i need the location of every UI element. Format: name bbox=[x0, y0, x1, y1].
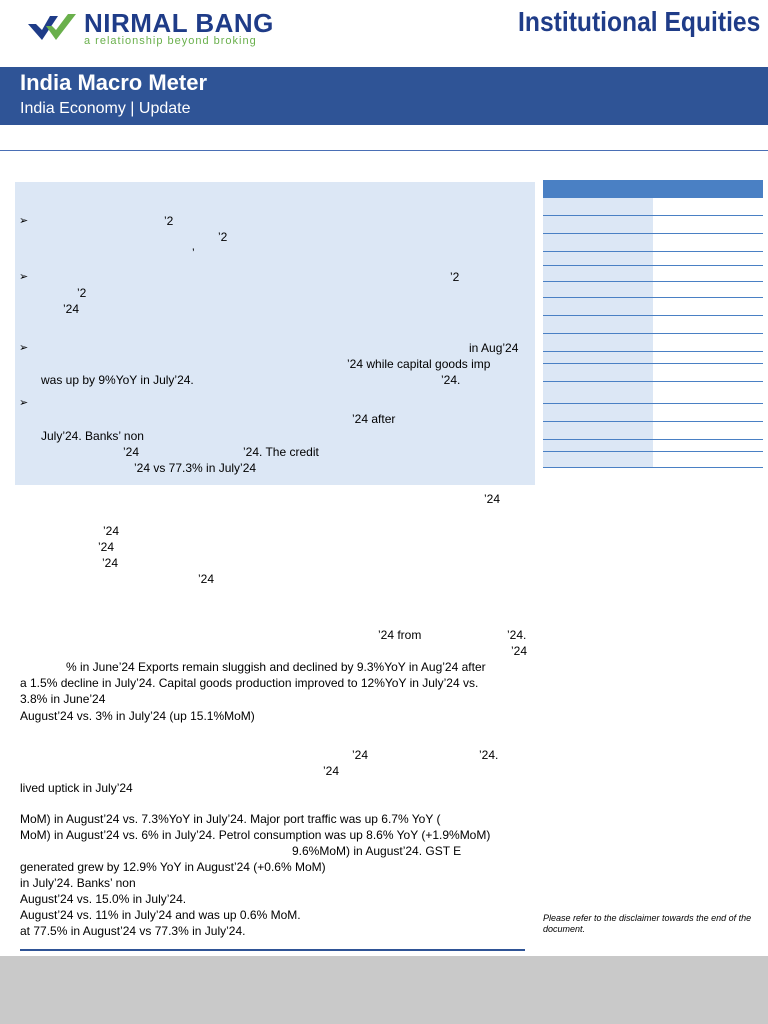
table-row-divider bbox=[543, 363, 763, 364]
table-row-divider bbox=[543, 451, 763, 452]
text-fragment: ’24 bbox=[323, 764, 340, 778]
table-row-divider bbox=[543, 297, 763, 298]
text-fragment: % in June’24 Exports remain sluggish and declined by 9.3%YoY in Aug’24 after bbox=[66, 660, 486, 674]
table-row-divider bbox=[543, 381, 763, 382]
text-fragment: 9.6%MoM) in August’24. GST E bbox=[292, 844, 462, 858]
text-fragment: was up by 9%YoY in July’24. bbox=[41, 373, 194, 387]
text-fragment: ’24 bbox=[63, 302, 80, 316]
table-row-divider bbox=[543, 351, 763, 352]
section-title: Institutional Equities bbox=[517, 6, 760, 37]
text-fragment: ’24 bbox=[98, 540, 115, 554]
text-fragment: ’24. bbox=[479, 748, 499, 762]
table-row-divider bbox=[543, 265, 763, 266]
text-fragment: July’24. Banks’ non bbox=[41, 429, 144, 443]
text-fragment: ’24 vs 77.3% in July’24 bbox=[134, 461, 257, 475]
bullet-marker: ➢ bbox=[19, 271, 29, 283]
text-fragment: lived uptick in July’24 bbox=[20, 781, 133, 795]
disclaimer-note: Please refer to the disclaimer towards the end of the document. bbox=[543, 913, 752, 934]
table-row-divider bbox=[543, 439, 763, 440]
text-fragment: ’ bbox=[192, 246, 195, 260]
text-fragment: at 77.5% in August’24 vs 77.3% in July’24. bbox=[20, 924, 246, 938]
text-fragment: in Aug’24 bbox=[469, 341, 519, 355]
table-row-divider bbox=[543, 281, 763, 282]
report-title: India Macro Meter bbox=[20, 70, 208, 95]
text-fragment: ’24. The credit bbox=[243, 445, 319, 459]
table-row-divider bbox=[543, 215, 763, 216]
report-subtitle: India Economy | Update bbox=[20, 100, 191, 117]
table-row-divider bbox=[543, 421, 763, 422]
text-fragment: ’24 bbox=[352, 748, 369, 762]
bullet-marker: ➢ bbox=[19, 342, 29, 354]
text-fragment: ’24 bbox=[103, 524, 120, 538]
text-fragment: ’24 bbox=[198, 572, 215, 586]
text-fragment: ’24 bbox=[102, 556, 119, 570]
text-fragment: August’24 vs. 3% in July’24 (up 15.1%MoM) bbox=[20, 709, 255, 723]
text-fragment: MoM) in August’24 vs. 7.3%YoY in July’24. Major port traffic was up 6.7% YoY ( bbox=[20, 812, 441, 826]
text-fragment: ’24 bbox=[484, 492, 501, 506]
text-fragment: ’24. bbox=[507, 628, 527, 642]
text-fragment: MoM) in August’24 vs. 6% in July’24. Petrol consumption was up 8.6% YoY (+1.9%MoM) bbox=[20, 828, 491, 842]
text-fragment: ’24 bbox=[511, 644, 528, 658]
text-fragment: ’24 from bbox=[378, 628, 422, 642]
text-fragment: generated grew by 12.9% YoY in August’24 (+0.6% MoM) bbox=[20, 860, 326, 874]
brand-tagline: a relationship beyond broking bbox=[84, 35, 257, 47]
text-fragment: ’2 bbox=[164, 214, 174, 228]
table-row-divider bbox=[543, 467, 763, 468]
header-divider bbox=[0, 150, 768, 151]
brand-name: NIRMAL BANG bbox=[84, 8, 274, 38]
table-row-divider bbox=[543, 403, 763, 404]
text-fragment: August’24 vs. 11% in July’24 and was up 0.6% MoM. bbox=[20, 908, 301, 922]
table-row-divider bbox=[543, 233, 763, 234]
text-fragment: August’24 vs. 15.0% in July’24. bbox=[20, 892, 187, 906]
table-row-divider bbox=[543, 333, 763, 334]
nirmal-bang-logo-icon bbox=[28, 10, 84, 44]
text-fragment: ’2 bbox=[450, 270, 460, 284]
text-fragment: a 1.5% decline in July’24. Capital goods production improved to 12%YoY in July’24 vs. bbox=[20, 676, 479, 690]
bullet-marker: ➢ bbox=[19, 397, 29, 409]
text-fragment: ’24 after bbox=[352, 412, 396, 426]
table-row-divider bbox=[543, 251, 763, 252]
text-fragment: ’24. bbox=[441, 373, 461, 387]
footer-band bbox=[0, 956, 768, 1024]
text-fragment: ’2 bbox=[77, 286, 87, 300]
text-fragment: ’2 bbox=[218, 230, 228, 244]
bullet-marker: ➢ bbox=[19, 215, 29, 227]
footer-divider bbox=[20, 949, 525, 951]
text-fragment: 3.8% in June’24 bbox=[20, 692, 106, 706]
text-fragment: ’24 while capital goods imp bbox=[347, 357, 491, 371]
text-fragment: in July’24. Banks’ non bbox=[20, 876, 136, 890]
table-row-divider bbox=[543, 315, 763, 316]
side-table-header bbox=[543, 180, 763, 198]
text-fragment: ’24 bbox=[123, 445, 140, 459]
